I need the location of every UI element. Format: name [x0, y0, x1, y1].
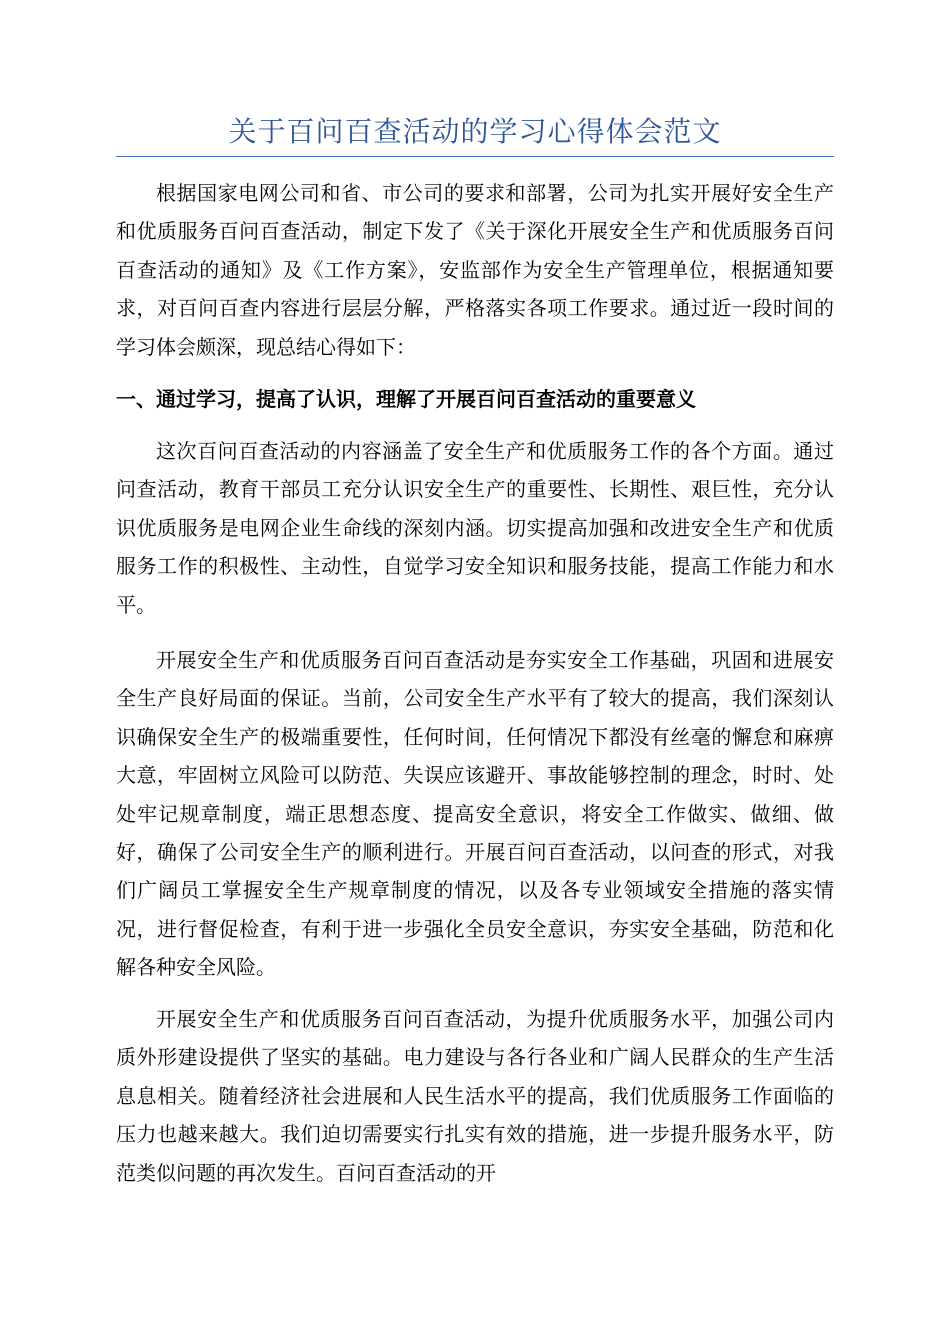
title-block [116, 112, 834, 157]
section-heading-1: 一、通过学习，提高了认识，理解了开展百问百查活动的重要意义 [116, 387, 696, 411]
intro-paragraph: 根据国家电网公司和省、市公司的要求和部署，公司为扎实开展好安全生产和优质服务百问百查活动，制定下发了《关于深化开展安全生产和优质服务百问百查活动的通知》及《工作方案》，安监部作为安全生产管理单位，根据通知要求，对百问百查内容进行层层分解，严格落实各项工作要求。通过近一段时间的学习体会颇深，现总结心得如下： [116, 181, 834, 359]
body-paragraph-2: 开展安全生产和优质服务百问百查活动是夯实安全工作基础，巩固和进展安全生产良好局面的保证。当前，公司安全生产水平有了较大的提高，我们深刻认识确保安全生产的极端重要性，任何时间，任何情况下都没有丝毫的懈怠和麻痹大意，牢固树立风险可以防范、失误应该避开、事故能够控制的理念，时时、处处牢记规章制度，端正思想态度、提高安全意识，将安全工作做实、做细、做好，确保了公司安全生产的顺利进行。开展百问百查活动，以问查的形式，对我们广阔员工掌握安全生产规章制度的情况，以及各专业领域安全措施的落实情况，进行督促检查，有利于进一步强化全员安全意识，夯实安全基础，防范和化解各种安全风险。 [116, 648, 834, 980]
page-title: 关于百问百查活动的学习心得体会范文 [228, 115, 722, 148]
body-paragraph-1: 这次百问百查活动的内容涵盖了安全生产和优质服务工作的各个方面。通过问查活动，教育干部员工充分认识安全生产的重要性、长期性、艰巨性，充分认识优质服务是电网企业生命线的深刻内涵。切实提高加强和改进安全生产和优质服务工作的积极性、主动性，自觉学习安全知识和服务技能，提高工作能力和水平。 [116, 439, 834, 617]
body-paragraph-3: 开展安全生产和优质服务百问百查活动，为提升优质服务水平，加强公司内质外形建设提供了坚实的基础。电力建设与各行各业和广阔人民群众的生产生活息息相关。随着经济社会进展和人民生活水平的提高，我们优质服务工作面临的压力也越来越大。我们迫切需要实行扎实有效的措施，进一步提升服务水平，防范类似问题的再次发生。百问百查活动的开 [116, 1007, 834, 1185]
